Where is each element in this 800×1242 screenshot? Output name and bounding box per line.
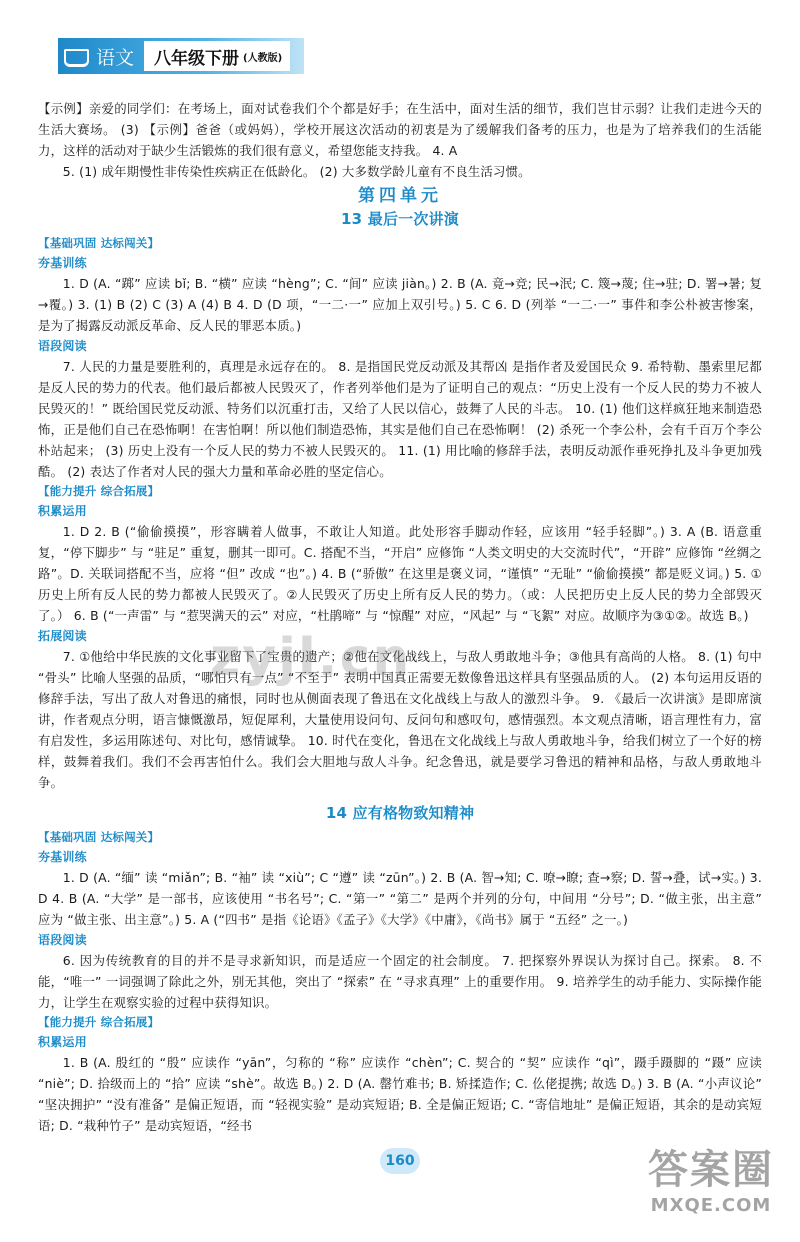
section-tag: 【能力提升 综合拓展】 — [38, 1015, 160, 1029]
grade-text: 八年级下册 — [154, 48, 240, 69]
watermark-corner-logo: 答案圈 — [648, 1147, 774, 1193]
answer-paragraph: 1. B (A. 殷红的 “殷” 应读作 “yān”，匀称的 “称” 应读作 “chèn”; C. 契合的 “契” 应读作 “qì”，蹑手蹑脚的 “蹑” 应读 “niè”; D. 拾级而上的 “拾” 应读 “shè”。故选 B。) 2. D (A. 罄竹难书; B. 矫揉造作; C. 仫佬提携; 故选 D。) 3. B (A. “小声议论” “坚决拥护” “没有准备” 是偏正短语，而 “轻视实验” 是动宾短语; B. 全是偏正短语; C. “寄信地址” 是偏正短语，其余的是动宾短语; D. “栽种竹子” 是动宾短语，“经书 — [38, 1055, 762, 1133]
answer-paragraph: 7. 人民的力量是要胜利的，真理是永远存在的。 8. 是指国民党反动派及其帮凶 是指作者及爱国民众 9. 希特勒、墨索里尼都是反人民的势力的代表。他们最后都被人民毁灭了，作者列举他们是为了证明自己的观点：“历史上没有一个反人民的势力不被人民毁灭的！” 既给国民党反动派、特务们以沉重打击，又给了人民以信心，鼓舞了人民的斗志。 10. (1) 他们这样疯狂地来制造恐怖，正是他们自己在恐怖啊！在害怕啊！所以他们制造恐怖，其实是他们自己在恐怖啊！ (2) 杀死一个李公朴，会有千百万个李公朴站起来； (3) 历史上没有一个反人民的势力不被人民毁灭的。 11. (1) 用比喻的修辞手法，表明反动派作垂死挣扎及斗争更加残酷。 (2) 表达了作者对人民的强大力量和革命必胜的坚定信心。 — [38, 359, 762, 479]
answer-paragraph: 7. ①他给中华民族的文化事业留下了宝贵的遗产；②他在文化战线上，与敌人勇敢地斗争；③他具有高尚的人格。 8. (1) 句中 “骨头” 比喻人坚强的品质，“哪怕只有一点” “不至于” 表明中国真正需要无数像鲁迅这样具有坚强品质的人。 (2) 本句运用反语的修辞手法，写出了敌人对鲁迅的痛恨，同时也从侧面表现了鲁迅在文化战线上与敌人的激烈斗争。 9. 《最后一次讲演》是即席演讲，作者观点分明，语言慷慨激昂，短促犀利，大量使用设问句、反问句和感叹句，感情强烈。本文观点清晰，语言理性有力，富有启发性，多运用陈述句、对比句，感情诚挚。 10. 时代在变化，鲁迅在文化战线上与敌人勇敢地斗争，给我们树立了一个好的榜样，鼓舞着我们。我们不会再害怕什么。我们会大胆地与敌人斗争。纪念鲁迅，就是要学习鲁迅的精神和品格，与敌人勇敢地斗争。 — [38, 649, 762, 790]
section-tag: 【基础巩固 达标闯关】 — [38, 830, 160, 844]
subject-label: 语文 — [96, 46, 135, 69]
grade-label — [144, 41, 290, 71]
open-book-icon — [64, 47, 90, 65]
lesson-title: 14 应有格物致知精神 — [325, 804, 475, 822]
section-tag: 【基础巩固 达标闯关】 — [38, 236, 160, 250]
exercise-subtitle: 积累运用 — [38, 504, 87, 518]
watermark-center: zyjl.cn — [210, 628, 412, 688]
answer-paragraph: 1. D (A. “缅” 读 “miǎn”; B. “袖” 读 “xiù”; C “遵” 读 “zūn”。) 2. B (A. 智→知; C. 嘹→瞭; 查→察; D. 誓→叠，试→实。) 3. D 4. B (A. “大学” 是一部书，应该使用 “书名号”; C. “第一” “第二” 是两个并列的分句，中间用 “分号”; D. “做主张，出主意” 应为 “做主张、出主意”。) 5. A (“四书” 是指《论语》《孟子》《大学》《中庸》，《尚书》属于 “五经” 之一。) — [38, 870, 762, 927]
watermark-corner — [648, 1138, 774, 1216]
exercise-subtitle: 语段阅读 — [38, 339, 87, 353]
answer-paragraph: 1. D 2. B (“偷偷摸摸”，形容瞒着人做事，不敢让人知道。此处形容手脚动作轻，应该用 “轻手轻脚”。) 3. A (B. 语意重复，“停下脚步” 与 “驻足” 重复，删其一即可。C. 搭配不当，“开启” 应修饰 “人类文明史的大交流时代”，“开辟” 应修饰 “丝绸之路”。D. 关联词搭配不当，应将 “但” 改成 “也”。) 4. B (“骄傲” 在这里是褒义词，“谨慎” “无耻” “偷偷摸摸” 都是贬义词。) 5. ①历史上所有反人民的势力都被人民毁灭了。②人民毁灭了历史上所有反人民的势力。（或：人民把历史上反人民的势力全部毁灭了。） 6. B (“一声雷” 与 “惹哭满天的云” 对应，“杜鹃啼” 与 “惊醒” 对应，“风起” 与 “飞絮” 对应。故顺序为③①②。故选 B。) — [38, 524, 762, 623]
edition-label: (人教版) — [243, 52, 283, 64]
exercise-subtitle: 语段阅读 — [38, 933, 87, 947]
answer-content — [38, 98, 762, 1136]
exercise-subtitle: 积累运用 — [38, 1035, 87, 1049]
watermark-corner-url: MXQE.COM — [650, 1195, 772, 1216]
answer-paragraph: 6. 因为传统教育的目的并不是寻求新知识，而是适应一个固定的社会制度。 7. 把探察外界误认为探讨自己。探索。 8. 不能，“唯一” 一词强调了除此之外，别无其他，突出了 “探索” 在 “寻求真理” 上的重要作用。 9. 培养学生的动手能力、实际操作能力，让学生在观察实验的过程中获得知识。 — [38, 953, 762, 1010]
lesson-title: 13 最后一次讲演 — [341, 210, 459, 228]
section-tag: 【能力提升 综合拓展】 — [38, 484, 160, 498]
unit-title: 第四单元 — [358, 186, 442, 206]
page-number: 160 — [380, 1148, 420, 1174]
exercise-subtitle: 夯基训练 — [38, 850, 87, 864]
answer-paragraph: 【示例】亲爱的同学们：在考场上，面对试卷我们个个都是好手；在生活中，面对生活的细节，我们岂甘示弱？让我们走进今天的生活大赛场。 (3) 【示例】爸爸（或妈妈），学校开展这次活动的初衷是为了缓解我们备考的压力，也是为了培养我们的生活能力，这样的活动对于缺少生活锻炼的我们很有意义，希望您能支持我。 4. A — [38, 101, 762, 158]
answer-paragraph: 5. (1) 成年期慢性非传染性疾病正在低龄化。 (2) 大多数学龄儿童有不良生活习惯。 — [62, 164, 531, 179]
exercise-subtitle: 拓展阅读 — [38, 629, 87, 643]
answer-paragraph: 1. D (A. “踯” 应读 bǐ; B. “横” 应读 “hèng”; C. “间” 应读 jiàn。) 2. B (A. 竟→竞; 民→泯; C. 篾→蔑; 住→驻; D. 署→暑; 复→覆。) 3. (1) B (2) C (3) A (4) B 4. D (D 项，“一二·一” 应加上双引号。) 5. C 6. D (列举 “一二·一” 事件和李公朴被害惨案，是为了揭露反动派反革命、反人民的罪恶本质。) — [38, 276, 762, 333]
exercise-subtitle: 夯基训练 — [38, 256, 87, 270]
page-header — [58, 38, 304, 74]
